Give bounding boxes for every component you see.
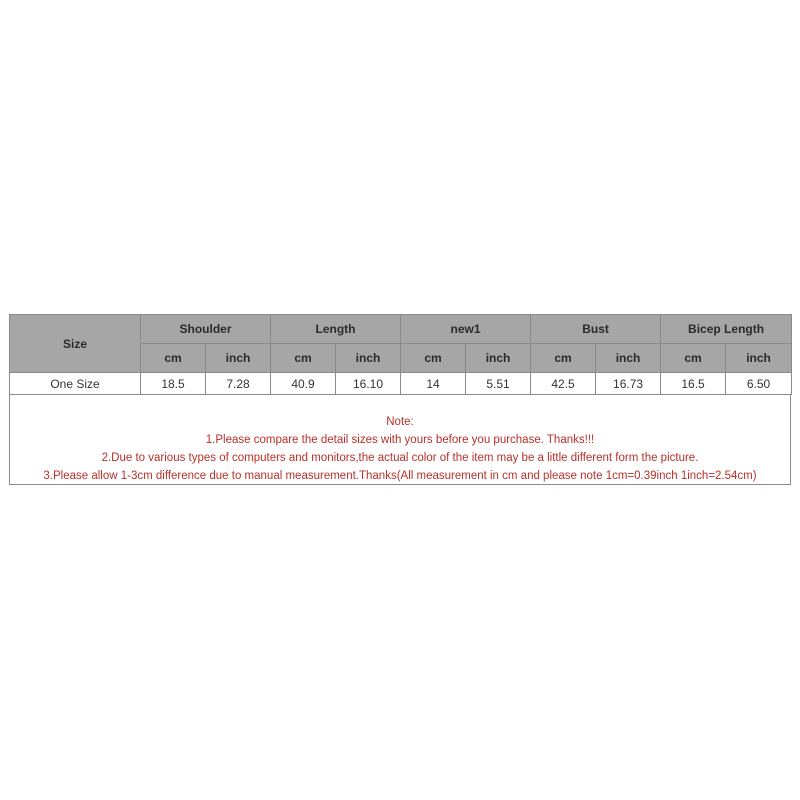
value-cell: 7.28 [206,373,271,395]
group-header-new1: new1 [401,315,531,344]
group-header-bust: Bust [531,315,661,344]
unit-header: inch [596,344,661,373]
group-header-shoulder: Shoulder [141,315,271,344]
unit-header: inch [466,344,531,373]
value-cell: 16.10 [336,373,401,395]
value-cell: 42.5 [531,373,596,395]
value-cell: 40.9 [271,373,336,395]
size-cell: One Size [10,373,141,395]
size-column-header: Size [10,315,141,373]
value-cell: 14 [401,373,466,395]
note-line-1: 1.Please compare the detail sizes with yours before you purchase. Thanks!!! [205,434,595,446]
value-cell: 16.73 [596,373,661,395]
unit-header: inch [336,344,401,373]
header-row-groups [10,315,792,344]
group-header-length: Length [271,315,401,344]
unit-header: cm [141,344,206,373]
note-title: Note: [386,416,414,428]
note-line-2: 2.Due to various types of computers and monitors,the actual color of the item may be a little different form the picture. [101,452,699,464]
unit-header: cm [401,344,466,373]
unit-header: cm [661,344,726,373]
value-cell: 5.51 [466,373,531,395]
unit-header: cm [531,344,596,373]
note-line-3: 3.Please allow 1-3cm difference due to manual measurement.Thanks(All measurement in cm and please note 1cm=0.39inch 1inch=2.54cm) [43,470,757,482]
table-row [10,373,792,395]
size-chart [9,314,791,485]
unit-header: inch [726,344,792,373]
value-cell: 6.50 [726,373,792,395]
group-header-bicep-length: Bicep Length [661,315,792,344]
unit-header: inch [206,344,271,373]
value-cell: 18.5 [141,373,206,395]
notes-box [9,395,791,485]
unit-header: cm [271,344,336,373]
value-cell: 16.5 [661,373,726,395]
size-table [9,314,792,395]
